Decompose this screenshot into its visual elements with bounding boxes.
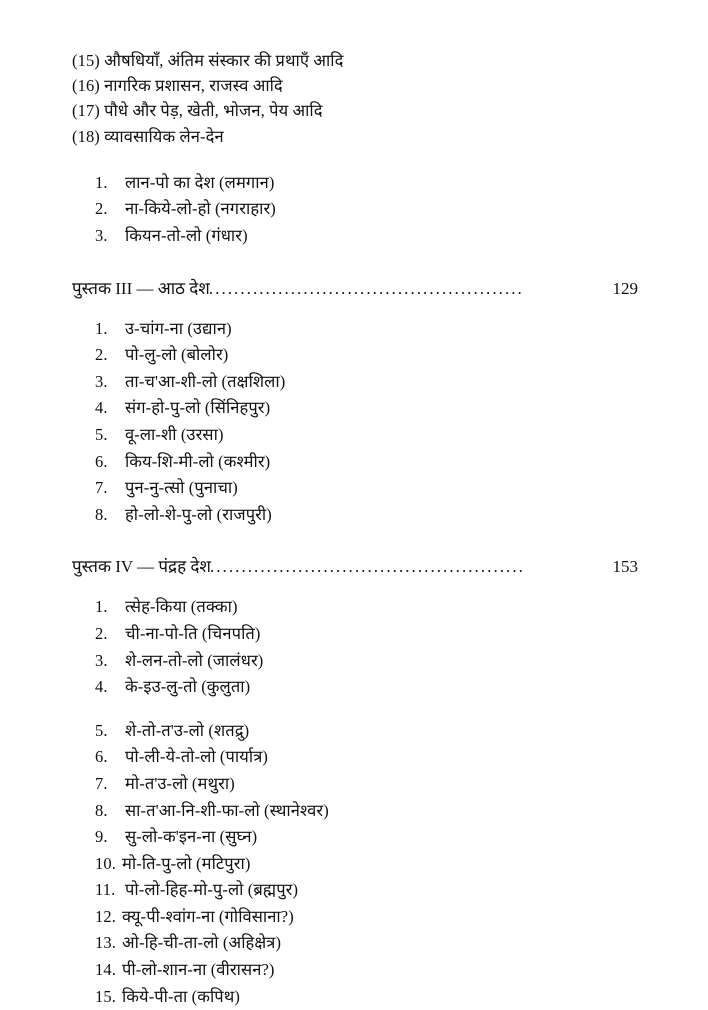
toc-entry-title: पुस्तक IV — पंद्रह देश [72, 557, 211, 577]
item-text: पुन-नु-त्सो (पुनाचा) [125, 478, 238, 498]
item-number: 10. [95, 853, 116, 873]
item-text: किय-शि-मी-लो (कश्मीर) [125, 451, 271, 471]
list-item [95, 594, 638, 621]
item-text: मो-ति-पु-लो (मटिपुरा) [122, 853, 251, 873]
item-number: 1. [95, 318, 108, 338]
item-number: 9. [95, 827, 108, 847]
list-item [95, 984, 638, 1010]
dot-leader: .................................................. [208, 278, 524, 298]
item-number: 5. [95, 424, 108, 444]
item-text: हो-लो-शे-पु-लो (राजपुरी) [125, 504, 272, 524]
item-text: के-इउ-लु-तो (कुलुता) [125, 677, 251, 697]
list-item [95, 930, 638, 957]
item-number: 1. [95, 172, 108, 192]
item-number: 3. [95, 226, 108, 245]
book-four-country-list-part-two [95, 718, 638, 1010]
item-number: (17) [72, 101, 100, 121]
list-item [95, 648, 638, 675]
list-item [95, 744, 638, 771]
item-text: व्यावसायिक लेन-देन [104, 126, 224, 146]
item-number: (18) [72, 126, 100, 146]
item-number: 7. [95, 478, 108, 498]
item-text: लान-पो का देश (लमगान) [125, 172, 275, 192]
item-text: नागरिक प्रशासन, राजस्व आदि [104, 76, 283, 96]
item-text: पो-लु-लो (बोलोर) [125, 345, 229, 365]
list-item [95, 957, 638, 984]
list-item [95, 170, 638, 197]
spacer [72, 149, 638, 170]
list-item [72, 124, 638, 149]
item-text: सु-लो-क'इन-ना (सुघ्न) [125, 827, 258, 847]
list-item [95, 904, 638, 931]
dot-leader: .................................................. [209, 557, 525, 577]
item-text: पो-ली-ये-तो-लो (पार्यात्र) [125, 747, 269, 767]
list-item [95, 422, 638, 449]
list-item [95, 342, 638, 369]
item-number: (16) [72, 76, 100, 96]
item-number: 3. [95, 371, 108, 391]
toc-entry-book-four[interactable] [72, 554, 638, 580]
list-item [95, 449, 638, 476]
item-number: 15. [95, 986, 116, 1006]
item-number: (15) [72, 51, 100, 70]
item-number: 14. [95, 960, 116, 980]
list-item [95, 196, 638, 223]
item-number: 12. [95, 906, 116, 926]
list-item [95, 316, 638, 343]
list-item [95, 798, 638, 825]
item-text: औषधियाँ, अंतिम संस्कार की प्रथाएँ आदि [104, 51, 344, 70]
spacer [72, 250, 638, 276]
item-text: त्सेह-किया (तक्का) [125, 597, 238, 617]
item-text: मो-त'उ-लो (मथुरा) [125, 773, 235, 793]
item-text: ची-ना-पो-ति (चिनपति) [125, 623, 261, 643]
intro-country-list [95, 170, 638, 250]
list-item [95, 771, 638, 798]
spacer [72, 302, 638, 316]
list-item [95, 369, 638, 396]
list-item [95, 674, 638, 701]
item-text: पी-लो-शान-ना (वीरासन?) [122, 960, 275, 980]
item-text: ता-च'आ-शी-लो (तक्षशिला) [125, 371, 286, 391]
item-number: 13. [95, 933, 116, 953]
top-enumerated-list [72, 48, 638, 149]
item-number: 3. [95, 650, 108, 670]
list-item [95, 475, 638, 502]
item-number: 2. [95, 199, 108, 219]
spacer [72, 528, 638, 554]
item-number: 2. [95, 345, 108, 365]
toc-entry-book-three[interactable] [72, 276, 638, 302]
toc-entry-page-number: 129 [612, 278, 638, 298]
item-number: 2. [95, 623, 108, 643]
list-item [72, 73, 638, 98]
list-item [95, 223, 638, 250]
list-item [72, 48, 638, 73]
item-text: शे-तो-त'उ-लो (शतद्रु) [125, 720, 250, 740]
item-text: ना-किये-लो-हो (नगराहार) [125, 199, 276, 219]
list-item [95, 824, 638, 851]
item-text: पो-लो-हिह-मो-पु-लो (ब्रह्मपुर) [125, 880, 299, 900]
book-three-country-list [95, 316, 638, 529]
list-item [95, 395, 638, 422]
item-number: 6. [95, 451, 108, 471]
item-text: पौधे और पेड़, खेती, भोजन, पेय आदि [104, 101, 323, 121]
item-text: उ-चांग-ना (उद्यान) [125, 318, 232, 338]
list-item [95, 718, 638, 745]
list-item [95, 502, 638, 529]
list-item [72, 98, 638, 123]
item-number: 4. [95, 677, 108, 697]
item-number: 4. [95, 398, 108, 418]
list-item [95, 877, 638, 904]
item-number: 8. [95, 504, 108, 524]
list-item [95, 621, 638, 648]
item-text: कियन-तो-लो (गंधार) [125, 226, 248, 245]
item-number: 5. [95, 720, 108, 740]
list-item [95, 851, 638, 878]
item-text: ओ-हि-ची-ता-लो (अहिक्षेत्र) [122, 933, 282, 953]
item-number: 8. [95, 800, 108, 820]
item-text: क्यू-पी-श्वांग-ना (गोविसाना?) [122, 906, 294, 926]
item-number: 6. [95, 747, 108, 767]
item-text: किये-पी-ता (कपिथ) [122, 986, 241, 1006]
book-four-country-list-part-one [95, 594, 638, 700]
spacer [72, 580, 638, 594]
toc-entry-page-number: 153 [612, 557, 638, 577]
item-text: सा-त'आ-नि-शी-फा-लो (स्थानेश्वर) [125, 800, 329, 820]
item-text: संग-हो-पु-लो (सिंनिहपुर) [125, 398, 271, 418]
item-number: 1. [95, 597, 108, 617]
item-text: शे-लन-तो-लो (जालंधर) [125, 650, 264, 670]
item-number: 11. [95, 880, 116, 900]
item-number: 7. [95, 773, 108, 793]
toc-entry-title: पुस्तक III — आठ देश [72, 278, 210, 298]
item-text: वू-ला-शी (उरसा) [125, 424, 224, 444]
